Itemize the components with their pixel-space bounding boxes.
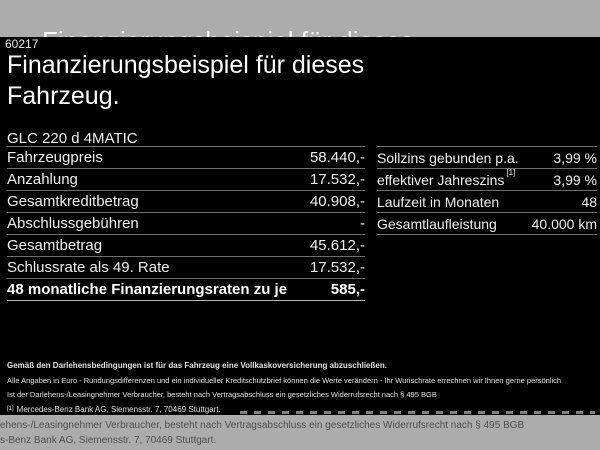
vehicle-name: GLC 220 d 4MATIC bbox=[7, 130, 365, 147]
row-label: Fahrzeugpreis bbox=[7, 149, 103, 166]
financing-table bbox=[7, 147, 365, 301]
underlying-page-top bbox=[0, 0, 600, 37]
table-row-monthly-rate bbox=[7, 279, 365, 301]
row-label-text: effektiver Jahreszins bbox=[377, 171, 505, 188]
financing-example-panel bbox=[0, 37, 600, 415]
table-row bbox=[7, 147, 365, 169]
row-value: 3,99 % bbox=[553, 171, 597, 188]
table-row bbox=[377, 213, 597, 235]
row-value: 17.532,- bbox=[309, 259, 365, 276]
row-label: Schlussrate als 49. Rate bbox=[7, 259, 170, 276]
row-value: 40.000 km bbox=[531, 215, 597, 232]
row-value: 45.612,- bbox=[309, 237, 365, 254]
row-label: Gesamtlaufleistung bbox=[377, 215, 497, 232]
fineprint-block bbox=[7, 361, 593, 414]
table-row bbox=[377, 147, 597, 169]
row-value: 17.532,- bbox=[309, 171, 365, 188]
row-value: 3,99 % bbox=[553, 149, 597, 166]
table-row bbox=[377, 191, 597, 213]
row-label: 48 monatliche Finanzierungsraten zu je bbox=[7, 281, 288, 298]
footnote-text: Mercedes-Benz Bank AG, Siemensstr. 7, 70469 Stuttgart. bbox=[16, 405, 221, 414]
row-label: Gesamtbetrag bbox=[7, 237, 103, 254]
row-label: Sollzins gebunden p.a. bbox=[377, 149, 519, 166]
row-value: 48 bbox=[581, 193, 597, 210]
fineprint-disclaimer-withdrawal: Ist der Darlehens-/Leasingnehmer Verbraucher, besteht nach Vertragsabschluss ein gesetzliches Widerrufsrecht nach § 495 BGB bbox=[7, 390, 437, 399]
underlying-text-line: s-Benz Bank AG, Siemensstr. 7, 70469 Stuttgart. bbox=[0, 435, 217, 446]
table-row bbox=[7, 213, 365, 235]
conditions-table bbox=[377, 146, 597, 235]
cut-text-fragment bbox=[240, 411, 595, 414]
reference-number: 60217 bbox=[5, 37, 39, 51]
fineprint-insurance-note: Gemäß den Darlehensbedingungen ist für das Fahrzeug eine Vollkaskoversicherung abzuschließen. bbox=[7, 361, 387, 370]
row-label: Anzahlung bbox=[7, 171, 78, 188]
row-label bbox=[377, 167, 516, 188]
underlying-text-line: ehens-/Leasingnehmer Verbraucher, besteht nach Vertragsabschluss ein gesetzliches Widerrufsrecht nach § 495 BGB bbox=[0, 420, 525, 431]
footnote-marker: [1] bbox=[7, 406, 14, 412]
row-label: Laufzeit in Monaten bbox=[377, 193, 500, 210]
table-row bbox=[7, 257, 365, 279]
table-row bbox=[7, 235, 365, 257]
page-title: Finanzierungsbeispiel für dieses Fahrzeug. bbox=[7, 51, 365, 110]
underlying-page-bottom bbox=[0, 415, 600, 450]
table-row bbox=[7, 169, 365, 191]
table-row bbox=[377, 169, 597, 191]
table-row bbox=[7, 191, 365, 213]
row-value: 40.908,- bbox=[309, 193, 365, 210]
row-label: Abschlussgebühren bbox=[7, 215, 139, 232]
fineprint-disclaimer-values: Alle Angaben in Euro - Rundungsdifferenzen und ein individueller Kreditschutzbrief können die Werte verändern - Ihr Wunschrate errechnen wir Ihnen gerne persönlich bbox=[7, 376, 562, 385]
row-value: 58.440,- bbox=[309, 149, 365, 166]
row-value: 585,- bbox=[330, 281, 365, 298]
row-label: Gesamtkreditbetrag bbox=[7, 193, 139, 210]
row-value: - bbox=[360, 215, 365, 232]
footnote-marker: [1] bbox=[506, 167, 516, 177]
